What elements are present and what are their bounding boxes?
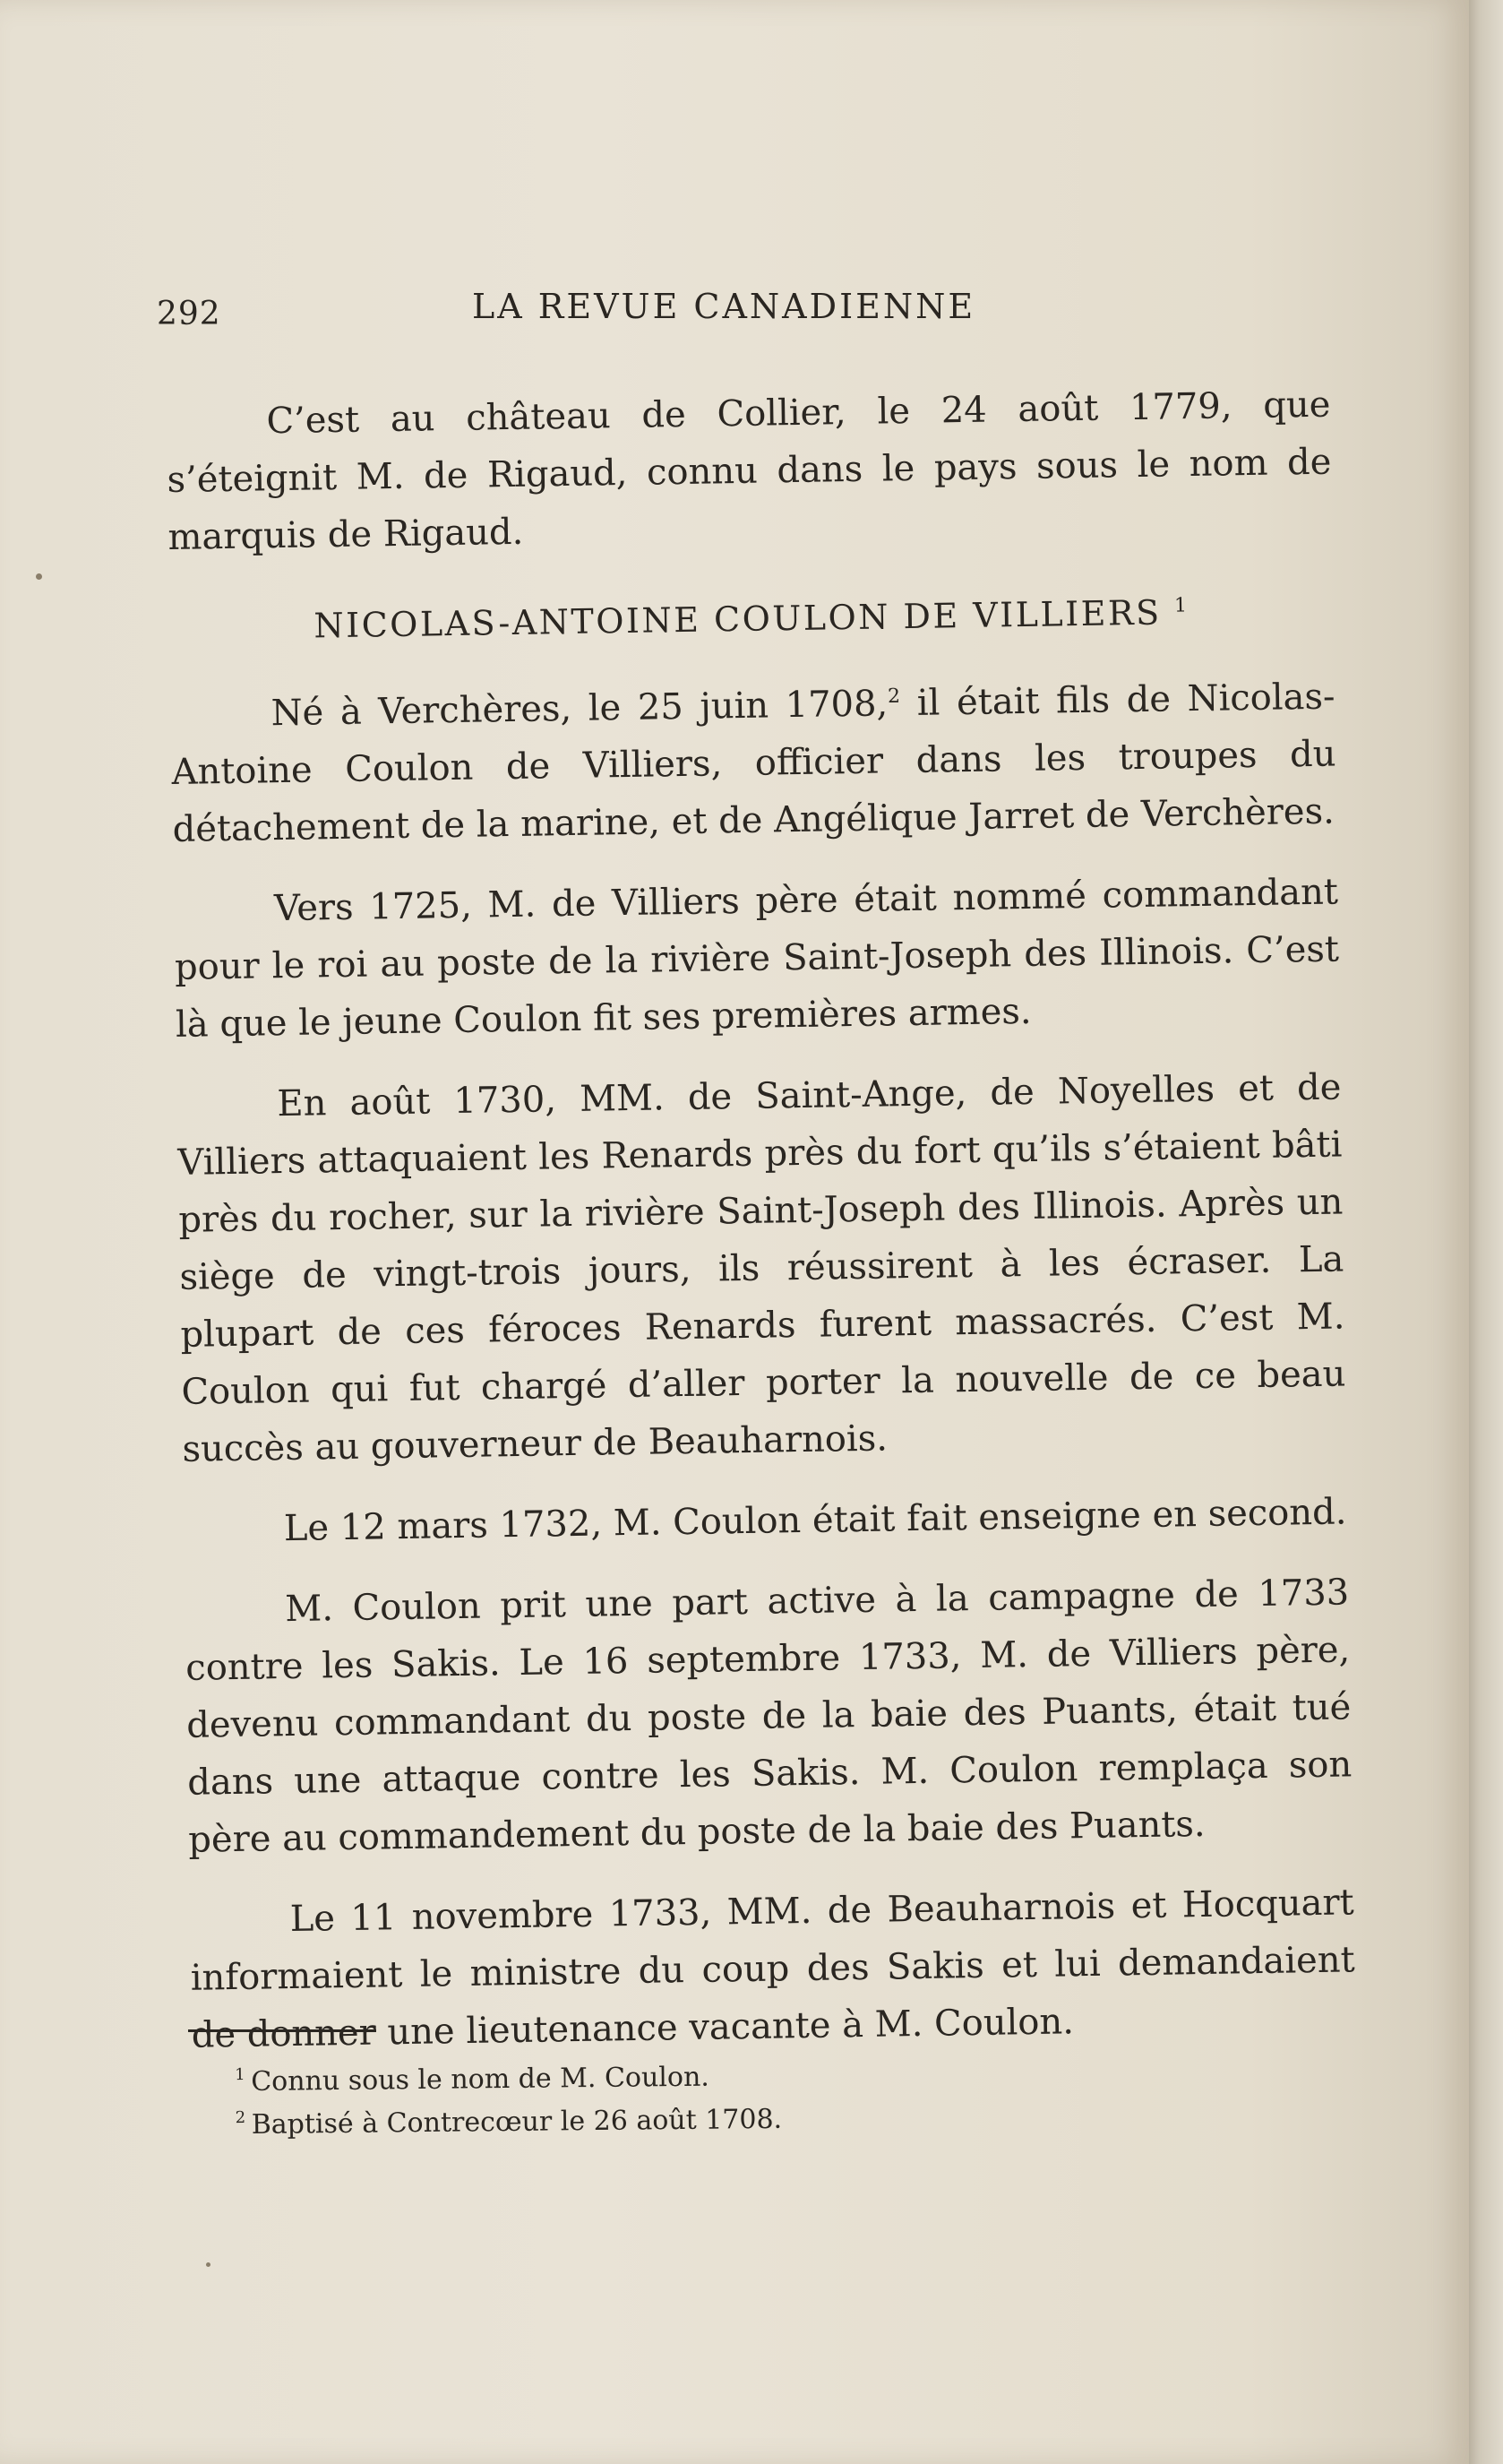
- paragraph-1725: Vers 1725, M. de Villiers père était nommé commandant pour le roi au poste de la rivière Saint-Joseph des Illinois. C’est là que le jeune Coulon fit ses premières armes.: [174, 871, 1340, 1046]
- footnote-2: [235, 2096, 1058, 2147]
- body-text: [166, 376, 1357, 2088]
- page-edge: [1469, 0, 1503, 2464]
- section-heading-text: NICOLAS-ANTOINE COULON DE VILLIERS: [313, 592, 1162, 646]
- paper-speck: [36, 573, 42, 580]
- paragraph-1730: En août 1730, MM. de Saint-Ange, de Noyelles et de Villiers attaquaient les Renards près du fort qu’ils s’étaient bâti près du rocher, sur la rivière Saint-Joseph des Illinois. Après un siège de vingt-trois jours, ils réussirent à les écraser. La plupart de ces féroces Renards furent massacrés. C’est M. Coulon qui fut chargé d’aller porter la nouvelle de ce beau succès au gouverneur de Beauharnois.: [177, 1066, 1346, 1470]
- paragraph-rigaud-death: C’est au château de Collier, le 24 août 1779, que s’éteignit M. de Rigaud, connu dans le pays sous le nom de marquis de Rigaud.: [167, 383, 1332, 558]
- page-number: 292: [157, 296, 221, 332]
- paragraph-1732: Le 12 mars 1732, M. Coulon était fait enseigne en second.: [283, 1491, 1347, 1550]
- footnote-ref-1: 1: [1173, 594, 1190, 617]
- footnote-rule: [188, 2029, 376, 2032]
- section-heading: [169, 588, 1335, 650]
- paragraph-1733-campaign: M. Coulon prit une part active à la campagne de 1733 contre les Sakis. Le 16 septembre 1733, M. de Villiers père, devenu commandant du poste de la baie des Puants, était tué dans une attaque contre les Sakis. M. Coulon remplaça son père au commandement du poste de la baie des Puants.: [185, 1572, 1353, 1861]
- footnote-mark: 2: [235, 2108, 246, 2128]
- footnote-ref-2: 2: [887, 685, 901, 709]
- journal-title: LA REVUE CANADIENNE: [472, 287, 976, 326]
- footnote-text: Baptisé à Contrecœur le 26 août 1708.: [251, 2103, 783, 2141]
- paragraph-birth-rest: il était fils de Nicolas-Antoine Coulon de Villiers, officier dans les troupes du détachement de la marine, et de Angélique Jarret de Verchères.: [171, 676, 1336, 850]
- paragraph-birth-start: Né à Verchères, le 25 juin 1708,: [271, 683, 889, 735]
- paragraph-birth: [170, 668, 1337, 858]
- paragraph-1733-november: Le 11 novembre 1733, MM. de Beauharnois et Hocquart informaient le ministre du coup des Sakis et lui demandaient de donner une lieutenance vacante à M. Coulon.: [190, 1882, 1355, 2056]
- footnote-mark: 1: [235, 2065, 245, 2085]
- footnotes: [235, 2053, 1058, 2147]
- running-head: [157, 287, 999, 340]
- footnote-text: Connu sous le nom de M. Coulon.: [251, 2061, 710, 2098]
- paper-speck: [206, 2262, 210, 2267]
